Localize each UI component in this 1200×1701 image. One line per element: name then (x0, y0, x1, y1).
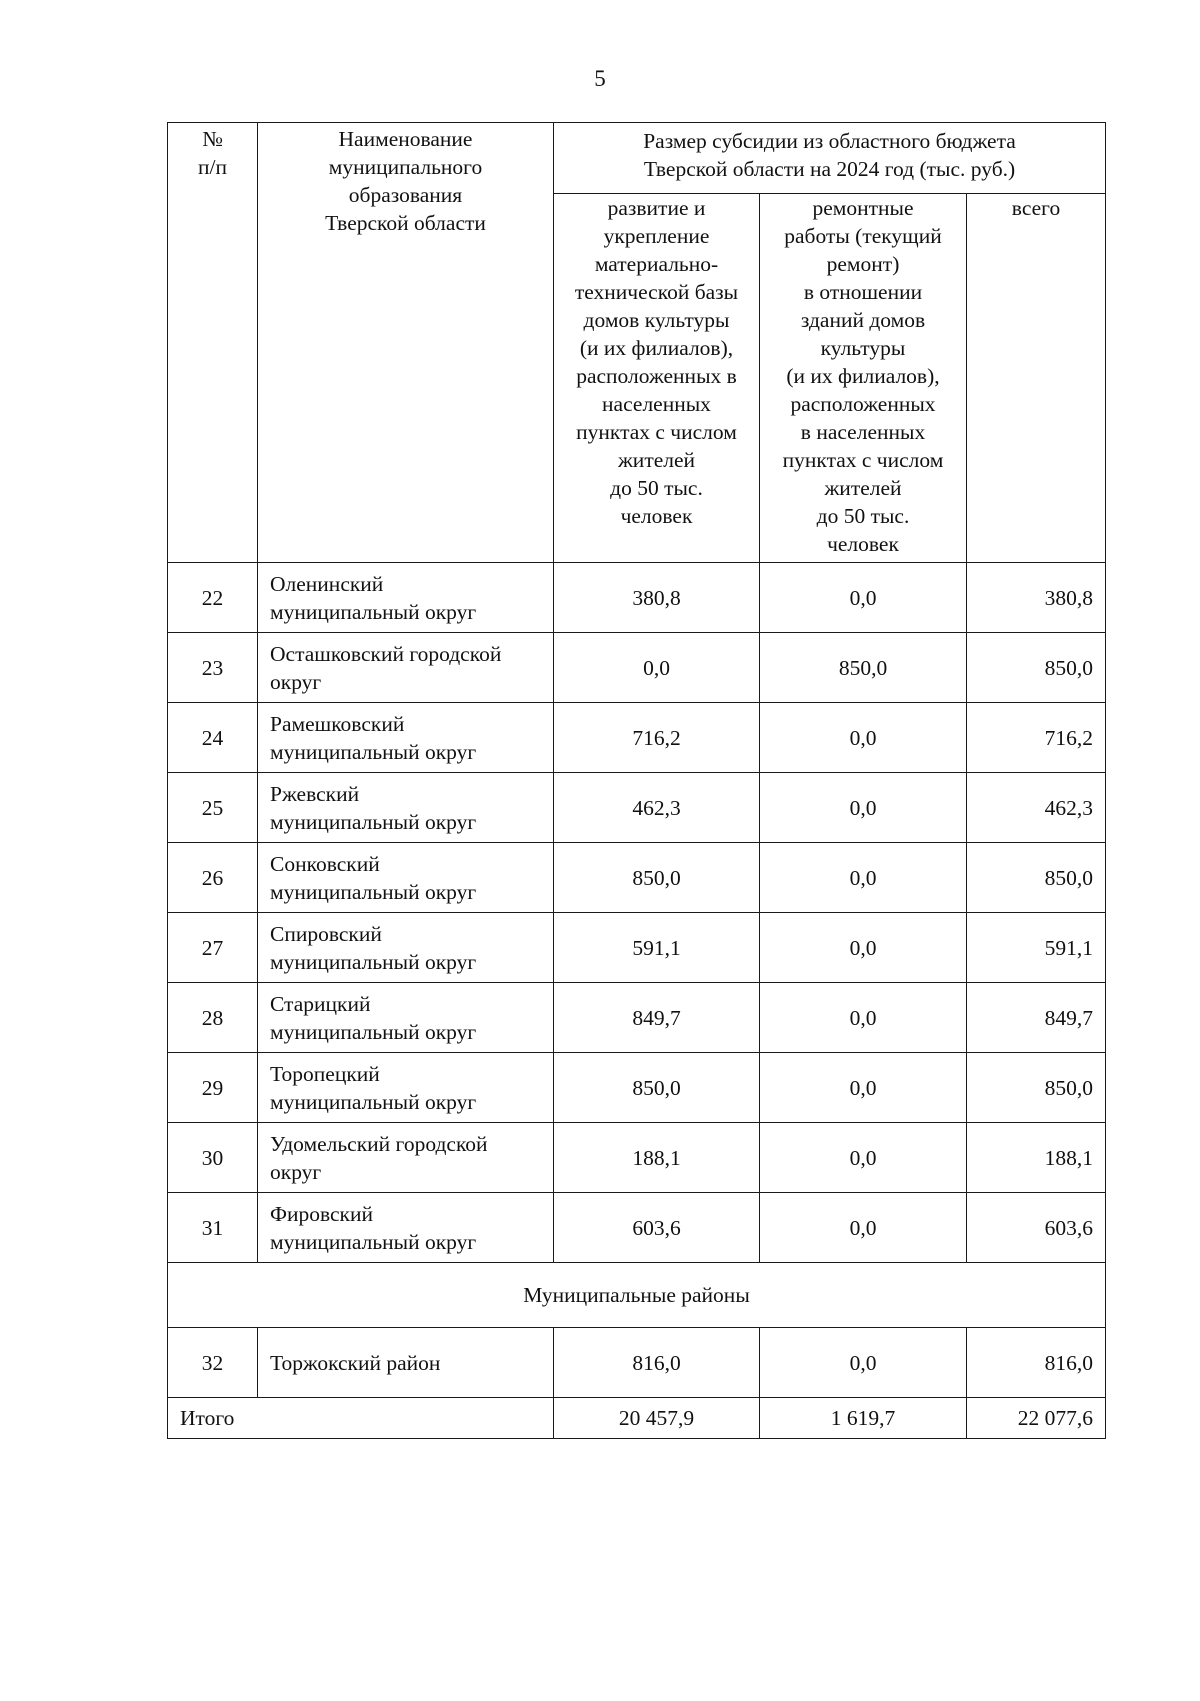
header-number-line: п/п (198, 155, 227, 179)
header-line: (и их филиалов), (579, 336, 734, 360)
repair-amount: 0,0 (760, 1328, 967, 1398)
row-number: 24 (168, 703, 258, 773)
total-amount: 850,0 (967, 633, 1106, 703)
row-number: 23 (168, 633, 258, 703)
total-amount: 816,0 (967, 1328, 1106, 1398)
table-row (168, 983, 1106, 1053)
table-row (168, 1053, 1106, 1123)
municipality-name-line: Торопецкий (270, 1061, 380, 1086)
municipality-name-line: Сонковский (270, 851, 380, 876)
section-row (168, 1263, 1106, 1328)
header-line: в населенных (800, 420, 926, 444)
row-number: 22 (168, 563, 258, 633)
municipality-name-line: Спировский (270, 921, 382, 946)
repair-amount: 0,0 (760, 563, 967, 633)
municipality-name-line: муниципальный округ (270, 1019, 477, 1044)
repair-amount: 0,0 (760, 913, 967, 983)
municipality-name (258, 773, 554, 843)
table-row (168, 1328, 1106, 1398)
header-repair-column (760, 194, 967, 563)
header-name-line: муниципального (328, 155, 483, 179)
repair-amount: 0,0 (760, 703, 967, 773)
header-line: ремонтные (812, 196, 914, 220)
municipality-name-line: Фировский (270, 1201, 374, 1226)
header-municipality-name (258, 123, 554, 563)
total-amount: 380,8 (967, 563, 1106, 633)
development-amount: 849,7 (554, 983, 760, 1053)
totals-repair-amount: 1 619,7 (760, 1398, 967, 1439)
repair-amount: 0,0 (760, 1123, 967, 1193)
development-amount: 850,0 (554, 1053, 760, 1123)
header-subsidy-group (554, 123, 1106, 194)
header-line: до 50 тыс. (610, 476, 703, 500)
municipality-name (258, 1053, 554, 1123)
header-development-column (554, 194, 760, 563)
header-line: пунктах с числом (782, 448, 944, 472)
totals-development-amount: 20 457,9 (554, 1398, 760, 1439)
header-total-label: всего (1011, 196, 1061, 220)
repair-amount: 0,0 (760, 1193, 967, 1263)
table-row (168, 633, 1106, 703)
header-line: ремонт) (826, 252, 900, 276)
municipality-name-line: муниципальный округ (270, 1229, 477, 1254)
municipality-name-line: Удомельский городской (270, 1131, 488, 1156)
municipality-name (258, 1123, 554, 1193)
header-line: жителей (617, 448, 696, 472)
municipality-name-line: муниципальный округ (270, 599, 477, 624)
development-amount: 850,0 (554, 843, 760, 913)
header-line: домов культуры (583, 308, 730, 332)
header-total-column (967, 194, 1106, 563)
total-amount: 462,3 (967, 773, 1106, 843)
total-amount: 591,1 (967, 913, 1106, 983)
header-group-line: Размер субсидии из областного бюджета (643, 129, 1016, 153)
header-line: пунктах с числом (576, 420, 737, 444)
section-title: Муниципальные районы (168, 1263, 1106, 1328)
table-row (168, 703, 1106, 773)
development-amount: 591,1 (554, 913, 760, 983)
totals-total-amount: 22 077,6 (967, 1398, 1106, 1439)
header-line: до 50 тыс. (816, 504, 910, 528)
header-line: культуры (820, 336, 906, 360)
totals-row (168, 1398, 1106, 1439)
table-row (168, 773, 1106, 843)
municipality-name-line: округ (270, 1159, 322, 1184)
development-amount: 188,1 (554, 1123, 760, 1193)
total-amount: 850,0 (967, 1053, 1106, 1123)
header-line: материально- (594, 252, 719, 276)
municipality-name-line: Оленинский (270, 571, 384, 596)
municipality-name (258, 563, 554, 633)
row-number: 31 (168, 1193, 258, 1263)
municipality-name (258, 1328, 554, 1398)
municipality-name-line: муниципальный округ (270, 1089, 477, 1114)
municipality-name (258, 843, 554, 913)
header-line: жителей (824, 476, 902, 500)
municipality-name-line: Осташковский городской (270, 641, 502, 666)
header-line: зданий домов (800, 308, 926, 332)
header-line: человек (827, 532, 899, 556)
header-name-line: Тверской области (325, 211, 486, 235)
header-line: в отношении (803, 280, 923, 304)
total-amount: 850,0 (967, 843, 1106, 913)
table-row (168, 563, 1106, 633)
row-number: 27 (168, 913, 258, 983)
row-number: 29 (168, 1053, 258, 1123)
table-row (168, 1123, 1106, 1193)
header-line: расположенных (790, 392, 936, 416)
table-row (168, 1193, 1106, 1263)
municipality-name-line: муниципальный округ (270, 949, 477, 974)
row-number: 26 (168, 843, 258, 913)
table-row (168, 913, 1106, 983)
municipality-name-line: Торжокский район (270, 1350, 441, 1375)
municipality-name (258, 703, 554, 773)
total-amount: 716,2 (967, 703, 1106, 773)
municipality-name (258, 983, 554, 1053)
row-number: 30 (168, 1123, 258, 1193)
totals-label: Итого (168, 1398, 554, 1439)
municipality-name-line: округ (270, 669, 322, 694)
municipality-name-line: муниципальный округ (270, 809, 477, 834)
header-line: расположенных в (576, 364, 737, 388)
repair-amount: 0,0 (760, 773, 967, 843)
municipality-name (258, 913, 554, 983)
header-line: технической базы (574, 280, 739, 304)
row-number: 32 (168, 1328, 258, 1398)
development-amount: 716,2 (554, 703, 760, 773)
total-amount: 188,1 (967, 1123, 1106, 1193)
header-number (168, 123, 258, 563)
header-line: (и их филиалов), (786, 364, 940, 388)
repair-amount: 0,0 (760, 843, 967, 913)
municipality-name-line: Старицкий (270, 991, 371, 1016)
header-line: работы (текущий (784, 224, 942, 248)
municipality-name (258, 1193, 554, 1263)
header-row-1 (168, 123, 1106, 194)
total-amount: 849,7 (967, 983, 1106, 1053)
header-line: человек (620, 504, 693, 528)
repair-amount: 0,0 (760, 983, 967, 1053)
development-amount: 816,0 (554, 1328, 760, 1398)
repair-amount: 0,0 (760, 1053, 967, 1123)
total-amount: 603,6 (967, 1193, 1106, 1263)
subsidy-table (167, 122, 1106, 1439)
header-name-line: Наименование (338, 127, 473, 151)
row-number: 25 (168, 773, 258, 843)
header-name-line: образования (348, 183, 463, 207)
municipality-name-line: Рамешковский (270, 711, 405, 736)
municipality-name (258, 633, 554, 703)
header-group-line: Тверской области на 2024 год (тыс. руб.) (643, 157, 1016, 181)
repair-amount: 850,0 (760, 633, 967, 703)
table-row (168, 843, 1106, 913)
row-number: 28 (168, 983, 258, 1053)
development-amount: 0,0 (554, 633, 760, 703)
page-number: 5 (594, 66, 606, 91)
header-line: укрепление (603, 224, 710, 248)
development-amount: 603,6 (554, 1193, 760, 1263)
development-amount: 380,8 (554, 563, 760, 633)
municipality-name-line: муниципальный округ (270, 739, 477, 764)
development-amount: 462,3 (554, 773, 760, 843)
header-line: населенных (602, 392, 711, 416)
header-line: развитие и (607, 196, 706, 220)
municipality-name-line: муниципальный округ (270, 879, 477, 904)
municipality-name-line: Ржевский (270, 781, 360, 806)
header-number-line: № (202, 127, 223, 151)
